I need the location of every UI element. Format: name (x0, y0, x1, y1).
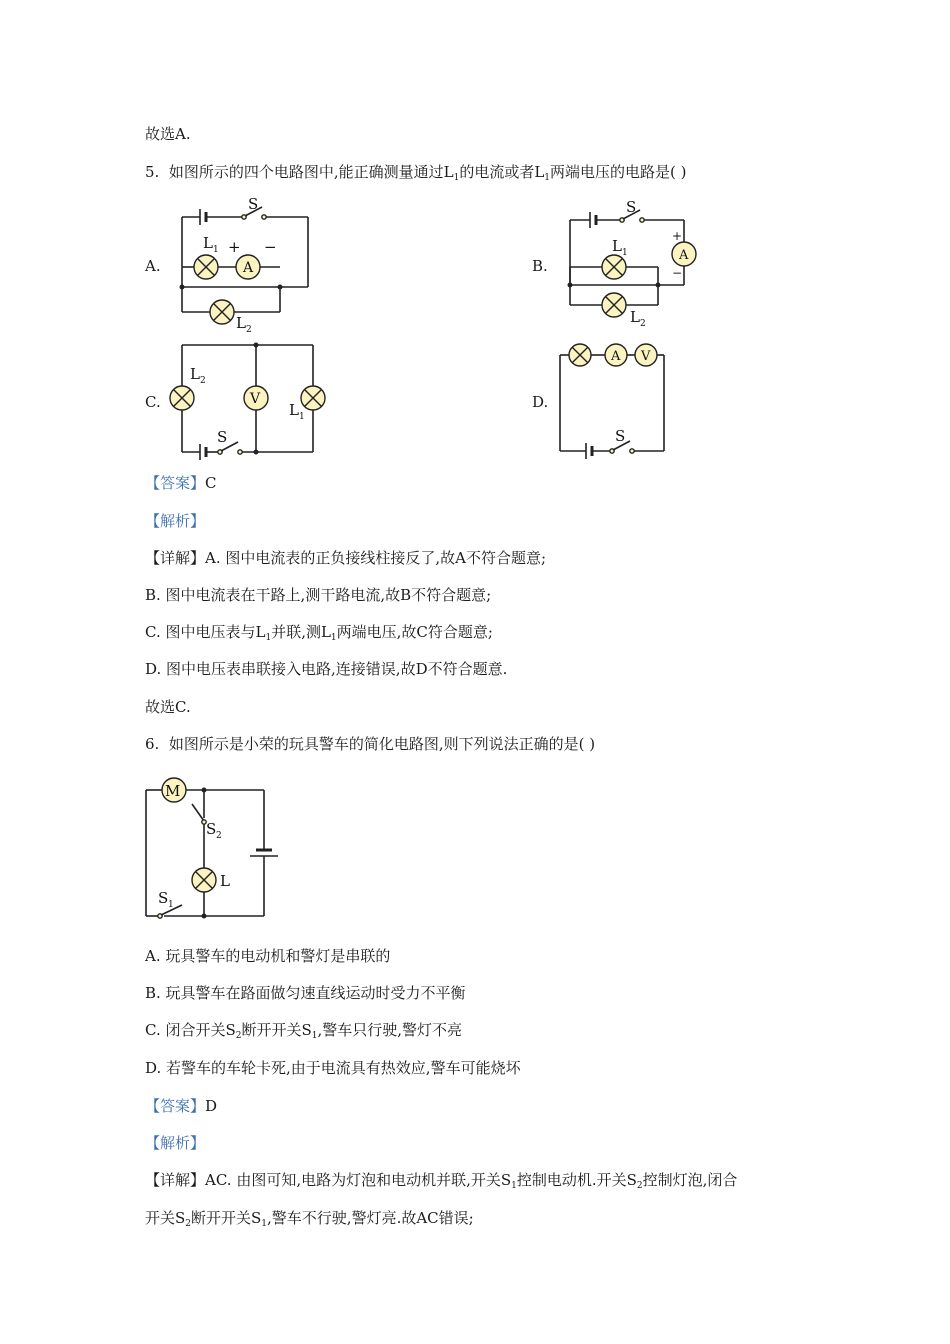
circuit-a (170, 195, 320, 335)
c-l2-label: L (190, 365, 200, 383)
q6-option-d: D. 若警车的车轮卡死,由于电流具有热效应,警车可能烧坏 (145, 1059, 521, 1077)
c-voltmeter-label: V (250, 391, 261, 407)
b-ammeter-label: A (679, 248, 689, 263)
q6-s2-sub: 2 (216, 831, 222, 841)
q6-answer-tag: 【答案】 (145, 1097, 206, 1115)
d-switch-label: S (615, 427, 626, 445)
q5-stem (145, 162, 687, 188)
q6-detail-tag: 【详解】 (145, 1171, 206, 1189)
a-plus: + (228, 238, 241, 256)
q5-detail-a: 【详解】A. 图中电流表的正负接线柱接反了,故A不符合题意; (145, 549, 547, 567)
q5-answer (145, 473, 217, 493)
q6-s1-sub: 1 (168, 900, 174, 910)
a-ammeter-label: A (243, 260, 254, 276)
a-minus: − (264, 238, 277, 256)
b-l2-sub: 2 (640, 319, 646, 329)
d-ammeter-label: A (611, 349, 621, 364)
q6-s1-label: S (158, 889, 169, 907)
c-l2-sub: 2 (200, 376, 206, 386)
q5-stem-part1: 如图所示的四个电路图中,能正确测量通过L (168, 163, 454, 181)
q5-answer-value: C (205, 474, 217, 492)
circuit-q6 (140, 770, 290, 930)
d-voltmeter-label: V (641, 349, 651, 364)
q5-stem-sub1: 1 (453, 173, 460, 183)
q5-detail-b: B. 图中电流表在干路上,测干路电流,故B不符合题意; (145, 586, 492, 604)
q6-motor-label: M (165, 782, 181, 800)
circuit-c (170, 335, 340, 465)
q5-label-b: B. (532, 257, 548, 275)
q5-label-a: A. (145, 257, 161, 275)
q5-detail-d: D. 图中电压表串联接入电路,连接错误,故D不符合题意. (145, 660, 508, 678)
q5-stem-part3: 两端电压的电路是( ) (550, 163, 687, 181)
q5-label-d: D. (532, 393, 549, 411)
q5-answer-tag: 【答案】 (145, 474, 206, 492)
q6-number: 6. (145, 735, 160, 753)
q6-s2-label: S (206, 820, 217, 838)
q6-answer (145, 1096, 217, 1116)
q5-conclusion: 故选C. (145, 698, 191, 716)
a-l1-label: L (203, 234, 213, 252)
q5-stem-sub2: 1 (544, 173, 551, 183)
c-l1-label: L (289, 401, 299, 419)
b-plus: + (672, 229, 683, 243)
q6-analysis-tag: 【解析】 (145, 1134, 206, 1152)
circuit-d (560, 335, 680, 465)
b-minus: − (672, 266, 683, 280)
q5-detail-tag: 【详解】 (145, 549, 206, 567)
q5-detail-c: C. 图中电压表与$L_1$并联,测$L_1$两端电压,故C符合题意; (145, 623, 493, 643)
q5-analysis-tag: 【解析】 (145, 512, 206, 530)
q6-option-a: A. 玩具警车的电动机和警灯是串联的 (145, 947, 391, 965)
q6-lamp-label: L (220, 872, 230, 890)
q6-detail-line1: 【详解】AC. 由图可知,电路为灯泡和电动机并联,开关$S_1$控制电动机.开关$S_2$控制灯泡,闭合 (145, 1171, 738, 1191)
q6-answer-value: D (205, 1097, 218, 1115)
b-l2-label: L (630, 308, 640, 326)
q6-stem: 6. 如图所示是小荣的玩具警车的简化电路图,则下列说法正确的是( ) (145, 735, 596, 753)
c-l1-sub: 1 (299, 412, 305, 422)
a-l1-sub: 1 (213, 245, 219, 255)
a-l2-sub: 2 (246, 325, 252, 335)
q6-option-b: B. 玩具警车在路面做匀速直线运动时受力不平衡 (145, 984, 466, 1002)
c-switch-label: S (217, 428, 228, 446)
a-l2-label: L (236, 314, 246, 332)
b-switch-label: S (626, 198, 637, 216)
b-l1-label: L (612, 237, 622, 255)
q6-option-c: C. 闭合开关$S_2$断开开关$S_1$,警车只行驶,警灯不亮 (145, 1021, 463, 1041)
a-switch-label: S (248, 195, 259, 213)
q5-number: 5. (145, 163, 160, 181)
q5-stem-part2: 的电流或者L (459, 163, 545, 181)
b-l1-sub: 1 (622, 248, 628, 258)
prev-conclusion: 故选A. (145, 125, 191, 143)
q6-detail-line2: 开关$S_2$断开开关$S_1$,警车不行驶,警灯亮.故AC错误; (145, 1209, 474, 1229)
q5-label-c: C. (145, 393, 161, 411)
circuit-b (560, 195, 710, 335)
